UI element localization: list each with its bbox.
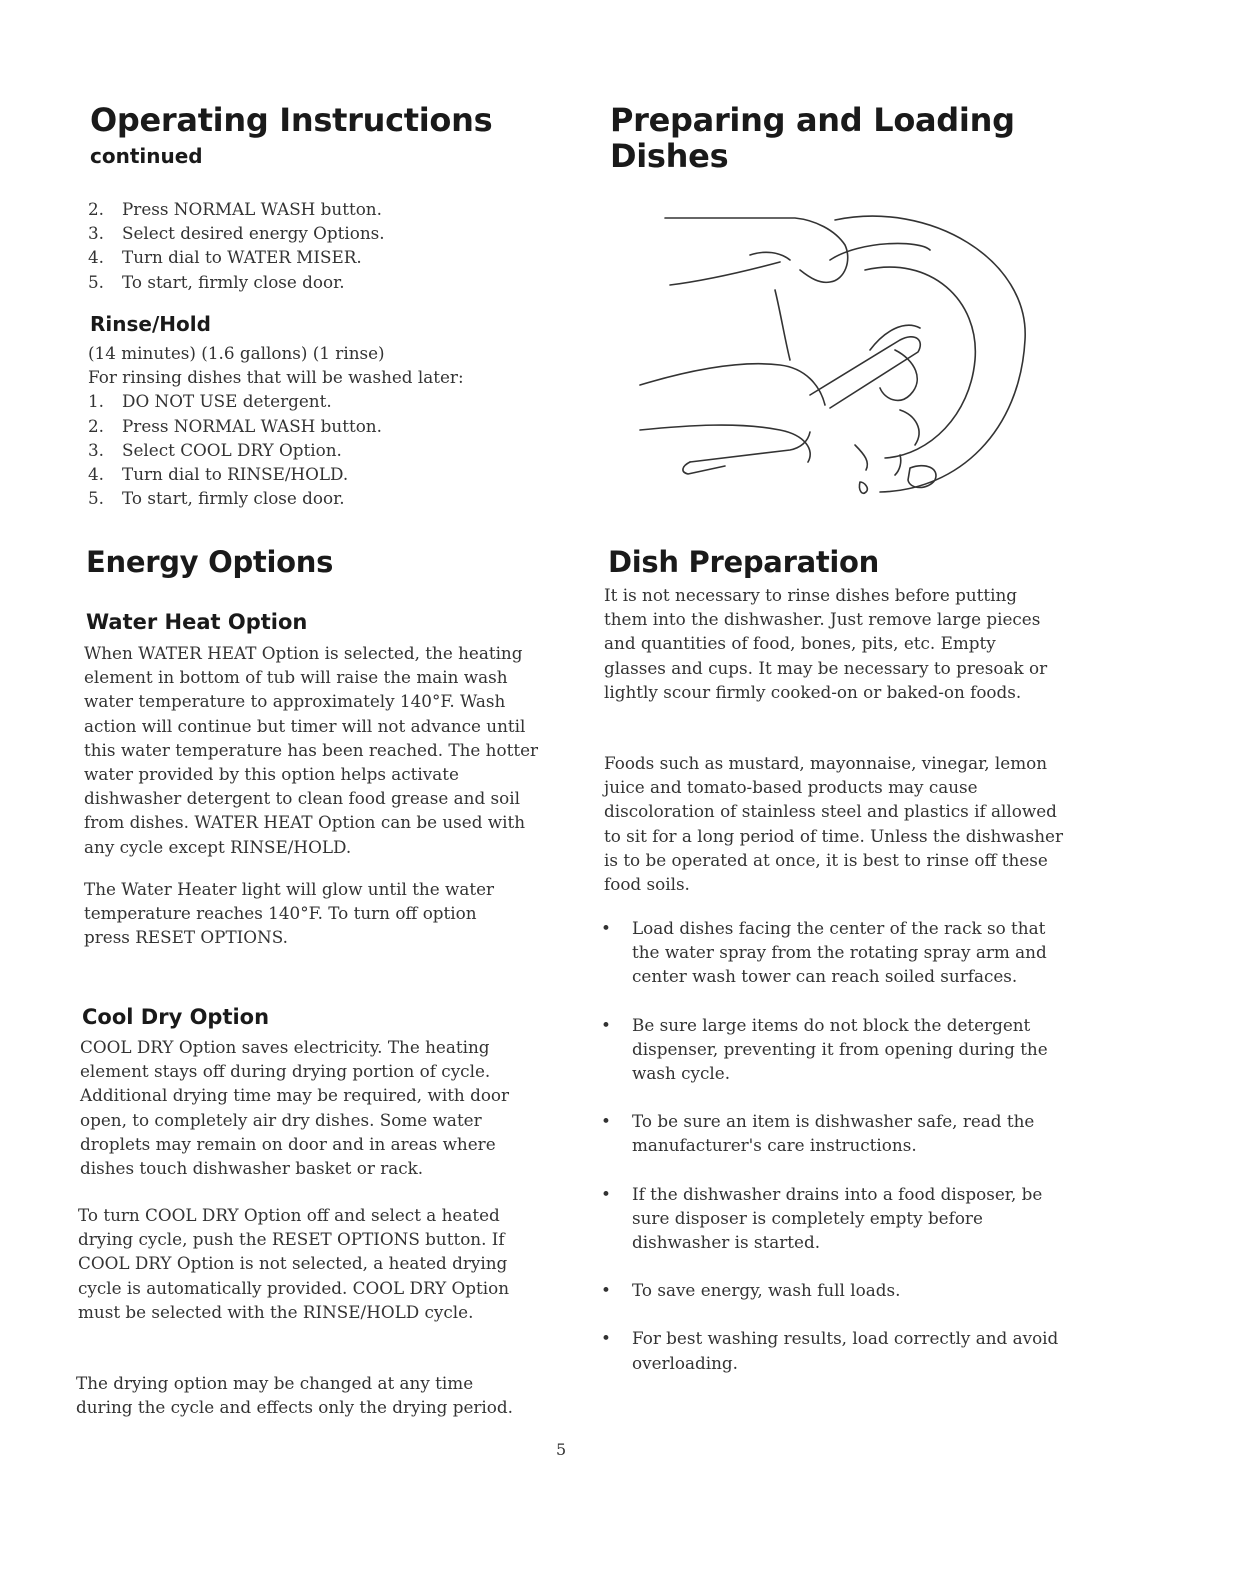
dish-prep-bullets <box>600 916 1070 1375</box>
cool-dry-para-1: COOL DRY Option saves electricity. The heating element stays off during drying portion of cycle. Additional drying time may be required, with door open, to completely air dry dishes. Some water droplets may remain on door and in areas where dishes touch dishwasher basket or rack. <box>80 1037 510 1179</box>
section-title-line-1: Preparing and Loading <box>610 101 1015 139</box>
list-item: • Be sure large items do not block the detergent dispenser, preventing it from opening during the wash cycle. <box>601 1014 1048 1084</box>
page-subtitle: continued <box>90 144 203 168</box>
list-item: 5. To start, firmly close door. <box>88 488 345 509</box>
rinse-hold-intro: For rinsing dishes that will be washed later: <box>88 367 464 388</box>
dish-prep-heading: Dish Preparation <box>608 545 880 579</box>
steps-top-list <box>88 197 385 294</box>
rinse-hold-list <box>88 341 464 510</box>
dish-prep-para-1: It is not necessary to rinse dishes before putting them into the dishwasher. Just remove large pieces and quantities of food, bones, pits, etc. Empty glasses and cups. It may be necessary to presoak or lightly scour firmly cooked-on or baked-on foods. <box>604 585 1048 702</box>
list-item: • To be sure an item is dishwasher safe, read the manufacturer's care instructions. <box>601 1111 1035 1156</box>
dish-prep-para-2: Foods such as mustard, mayonnaise, vinegar, lemon juice and tomato-based products may cause discoloration of stainless steel and plastics if allowed to sit for a long period of time. Unless the dishwasher is to be operated at once, it is best to rinse off these food soils. <box>604 753 1064 895</box>
list-item: 5. To start, firmly close door. <box>88 271 345 292</box>
water-heat-para-2: The Water Heater light will glow until the water temperature reaches 140°F. To turn off option press RESET OPTIONS. <box>84 879 495 948</box>
list-item: • Load dishes facing the center of the rack so that the water spray from the rotating spray arm and center wash tower can reach soiled surfaces. <box>601 918 1047 987</box>
list-item: • If the dishwasher drains into a food disposer, be sure disposer is completely empty before dishwasher is started. <box>601 1183 1043 1253</box>
page-title: Operating Instructions <box>90 101 493 139</box>
list-item: 2. Press NORMAL WASH button. <box>88 199 382 219</box>
list-item: 3. Select COOL DRY Option. <box>88 439 342 460</box>
list-item: 3. Select desired energy Options. <box>88 223 385 244</box>
list-item: 2. Press NORMAL WASH button. <box>88 415 382 436</box>
rinse-hold-heading: Rinse/Hold <box>90 312 211 336</box>
list-item: 4. Turn dial to WATER MISER. <box>88 247 362 268</box>
cool-dry-para-3: The drying option may be changed at any time during the cycle and effects only the drying period. <box>76 1373 513 1418</box>
water-heat-para-1: When WATER HEAT Option is selected, the heating element in bottom of tub will raise the main wash water temperature to approximately 140°F. Wash action will continue but timer will not advance until this water temperature has been reached. The hotter water provided by this option helps activate dishwasher detergent to clean food grease and soil from dishes. WATER HEAT Option can be used with any cycle except RINSE/HOLD. <box>84 643 539 857</box>
rinse-hold-intro: (14 minutes) (1.6 gallons) (1 rinse) <box>88 343 385 363</box>
list-item: 1. DO NOT USE detergent. <box>88 391 332 412</box>
list-item: 4. Turn dial to RINSE/HOLD. <box>88 464 349 485</box>
cool-dry-heading: Cool Dry Option <box>82 1005 270 1029</box>
cool-dry-para-2: To turn COOL DRY Option off and select a heated drying cycle, push the RESET OPTIONS button. If COOL DRY Option is not selected, a heated drying cycle is automatically provided. COOL DRY Option must be selected with the RINSE/HOLD cycle. <box>78 1205 510 1322</box>
list-item: • For best washing results, load correctly and avoid overloading. <box>601 1328 1059 1373</box>
section-title <box>610 102 1015 174</box>
hand-scraping-plate-icon <box>630 200 1050 520</box>
list-item: • To save energy, wash full loads. <box>601 1280 901 1301</box>
water-heat-heading: Water Heat Option <box>86 610 308 634</box>
page-number: 5 <box>556 1440 567 1459</box>
section-title-line-2: Dishes <box>610 137 729 175</box>
energy-options-title: Energy Options <box>86 545 334 579</box>
